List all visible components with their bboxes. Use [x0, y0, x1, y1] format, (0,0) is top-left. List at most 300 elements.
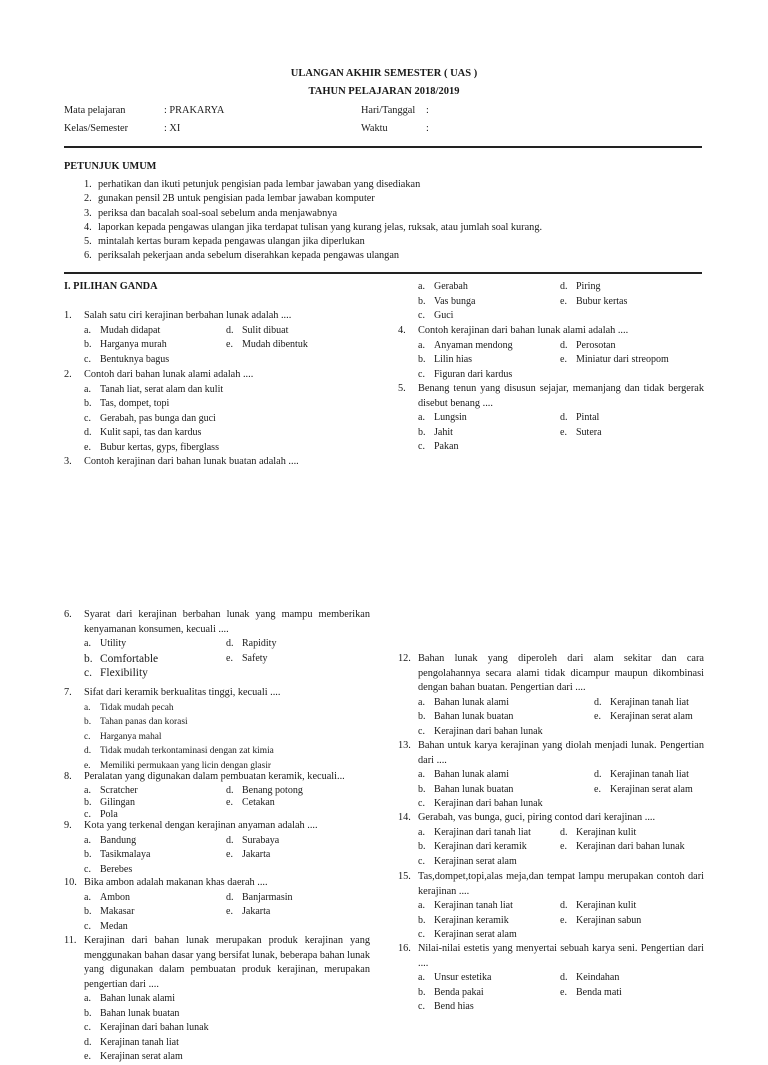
option-text: Jakarta	[242, 849, 271, 860]
option-text: Kerajinan sabun	[576, 914, 642, 926]
answer-option	[84, 920, 226, 935]
question-text: Bika ambon adalah makanan khas daerah ....	[84, 877, 268, 888]
answer-option	[594, 768, 704, 783]
option-text: Bentuknya bagus	[100, 353, 170, 365]
petunjuk-text: mintalah kertas buram kepada pengawas ulangan jika diperlukan	[98, 236, 365, 248]
question-8	[64, 770, 370, 821]
answer-option	[84, 785, 226, 797]
option-letter: b.	[84, 717, 92, 727]
question-stem	[398, 942, 704, 971]
answer-options	[84, 701, 370, 774]
question-text: Contoh kerajinan dari bahan lunak alami adalah ....	[418, 325, 629, 336]
petunjuk-text: perhatikan dan ikuti petunjuk pengisian pada lembar jawaban yang disediakan	[98, 179, 421, 190]
question-13	[398, 739, 704, 812]
option-letter: b.	[84, 796, 92, 808]
petunjuk-item	[84, 207, 542, 221]
question-1	[64, 309, 370, 367]
answer-options	[418, 339, 704, 383]
question-text: Tas,dompet,topi,alas meja,dan tempat lampu merupakan contoh dari kerajinan ....	[418, 871, 704, 897]
option-text: Jakarta	[242, 906, 271, 917]
divider	[64, 146, 702, 148]
option-letter: b.	[418, 986, 426, 998]
option-letter: e.	[594, 783, 601, 795]
option-text: Kerajinan serat alam	[434, 929, 517, 940]
option-letter: c.	[84, 731, 91, 742]
option-text: Bahan lunak buatan	[434, 711, 514, 722]
answer-option	[560, 339, 704, 354]
option-letter: a.	[84, 324, 91, 336]
petunjuk-item	[84, 235, 542, 249]
option-letter: c.	[418, 1001, 425, 1012]
answer-option	[418, 710, 594, 725]
answer-option	[418, 426, 560, 441]
answer-option	[418, 353, 560, 368]
option-text: Lungsin	[434, 412, 467, 423]
option-letter: a.	[418, 696, 425, 708]
option-text: Harganya mahal	[100, 731, 162, 742]
answer-option	[84, 426, 370, 441]
answer-option	[226, 834, 370, 849]
option-text: Harganya murah	[100, 339, 167, 350]
option-text: Sutera	[576, 426, 602, 438]
answer-option	[418, 986, 560, 1001]
option-text: Kerajinan tanah liat	[434, 900, 513, 911]
option-text: Kerajinan serat alam	[100, 1051, 183, 1062]
question-text: Contoh kerajinan dari bahan lunak buatan adalah ....	[84, 456, 299, 467]
question-number: 15.	[398, 871, 411, 882]
answer-option	[84, 715, 370, 730]
option-text: Kerajinan serat alam	[434, 855, 517, 867]
option-letter: b.	[84, 398, 92, 409]
answer-options	[84, 834, 370, 878]
answer-option	[84, 863, 226, 878]
answer-option	[84, 701, 370, 716]
question-stem	[64, 686, 370, 701]
option-text: Pakan	[434, 441, 459, 452]
answer-options	[84, 992, 370, 1065]
answer-option	[418, 368, 560, 383]
option-text: Kerajinan dari bahan lunak	[576, 841, 685, 852]
option-letter: d.	[84, 746, 92, 756]
question-stem	[398, 324, 704, 339]
section-title: I. PILIHAN GANDA	[64, 281, 158, 292]
option-text: Kerajinan dari bahan lunak	[434, 798, 543, 809]
answer-option	[84, 652, 226, 667]
option-letter: e.	[84, 1051, 91, 1062]
option-letter: a.	[418, 412, 425, 423]
petunjuk-item	[84, 249, 542, 263]
answer-options	[84, 785, 370, 821]
option-text: Unsur estetika	[434, 972, 492, 983]
petunjuk-text: periksalah pekerjaan anda sebelum diserahkan kepada pengawas ulangan	[98, 250, 400, 262]
question-number: 7.	[64, 687, 72, 698]
question-11	[64, 934, 370, 1065]
option-letter: e.	[226, 849, 233, 860]
answer-option	[418, 339, 560, 354]
option-text: Kerajinan serat alam	[610, 783, 693, 795]
question-4	[398, 324, 704, 382]
answer-option	[84, 353, 226, 368]
option-letter: c.	[418, 929, 425, 940]
answer-option	[418, 797, 594, 812]
option-letter: e.	[226, 796, 233, 808]
answer-option	[84, 992, 370, 1007]
option-letter: b.	[84, 652, 93, 665]
question-text: Kota yang terkenal dengan kerajinan anyaman adalah ....	[84, 820, 318, 831]
option-text: Kerajinan serat alam	[610, 711, 693, 722]
option-text: Kerajinan dari tanah liat	[434, 826, 531, 838]
answer-option	[418, 914, 560, 929]
option-letter: e.	[226, 906, 233, 917]
petunjuk-number: 6.	[84, 250, 92, 262]
question-stem	[398, 739, 704, 768]
option-letter: b.	[418, 426, 426, 438]
question-number: 1.	[64, 310, 72, 321]
option-text: Benang potong	[242, 784, 303, 796]
question-text: Peralatan yang digunakan dalam pembuatan keramik, kecuali...	[84, 771, 345, 782]
answer-options	[84, 324, 370, 368]
waktu-label: Waktu	[361, 123, 388, 134]
option-text: Bubur kertas, gyps, fiberglass	[100, 441, 219, 453]
option-text: Kerajinan dari keramik	[434, 841, 527, 852]
question-stem	[398, 870, 704, 899]
option-text: Kerajinan dari bahan lunak	[100, 1022, 209, 1033]
answer-option	[418, 309, 560, 324]
option-text: Comfortable	[100, 652, 159, 665]
answer-option	[84, 324, 226, 339]
question-text: Benang tenun yang disusun sejajar, memanjang dan tidak bergerak disebut benang ....	[418, 383, 704, 409]
answer-option	[84, 637, 226, 652]
answer-option	[560, 986, 704, 1001]
option-letter: a.	[84, 702, 91, 713]
option-text: Lilin hias	[434, 354, 473, 365]
option-text: Miniatur dari streopom	[576, 354, 669, 365]
question-15	[398, 870, 704, 943]
petunjuk-number: 4.	[84, 221, 92, 233]
answer-options	[418, 768, 704, 812]
option-letter: d.	[560, 339, 568, 351]
option-text: Memiliki permukaan yang licin dengan glasir	[100, 760, 272, 771]
question-text: Kerajinan dari bahan lunak merupakan produk kerajinan yang menggunakan bahan dasar yang bersifat lunak, beberapa bahan lunak yang digunakan dalam pembuatan produk kerajinan, merupakan pengertian dari ....	[84, 935, 370, 990]
option-letter: a.	[84, 638, 91, 649]
answer-options	[418, 411, 704, 455]
question-text: Salah satu ciri kerajinan berbahan lunak adalah ....	[84, 310, 292, 321]
question-5	[398, 382, 704, 455]
question-number: 11.	[64, 935, 77, 946]
answer-option	[226, 797, 370, 809]
question-14	[398, 811, 704, 869]
option-text: Utility	[100, 638, 127, 649]
option-letter: a.	[418, 900, 425, 911]
answer-option	[560, 899, 704, 914]
option-letter: e.	[84, 760, 91, 771]
question-text: Sifat dari keramik berkualitas tinggi, kecuali ....	[84, 687, 281, 698]
answer-option	[560, 411, 704, 426]
answer-option	[560, 826, 704, 841]
answer-option	[418, 280, 560, 295]
answer-option	[560, 840, 704, 855]
option-letter: e.	[594, 711, 601, 722]
petunjuk-text: gunakan pensil 2B untuk pengisian pada lembar jawaban komputer	[98, 193, 375, 205]
option-letter: d.	[226, 784, 234, 796]
answer-option	[226, 324, 370, 339]
option-letter: b.	[418, 783, 426, 795]
answer-options	[84, 637, 370, 681]
answer-option	[418, 826, 560, 841]
answer-option	[418, 1000, 560, 1015]
option-letter: c.	[418, 855, 425, 867]
question-number: 8.	[64, 771, 72, 782]
option-text: Anyaman mendong	[434, 339, 513, 351]
question-stem	[64, 876, 370, 891]
option-letter: e.	[560, 354, 567, 365]
option-text: Tas, dompet, topi	[100, 398, 170, 409]
option-letter: d.	[560, 900, 568, 911]
option-text: Surabaya	[242, 834, 280, 846]
option-text: Kerajinan dari bahan lunak	[434, 725, 543, 737]
petunjuk-number: 5.	[84, 236, 92, 248]
option-text: Kerajinan tanah liat	[610, 696, 689, 708]
option-text: Banjarmasin	[242, 891, 293, 903]
option-letter: e.	[560, 914, 567, 926]
option-letter: e.	[560, 841, 567, 852]
option-text: Cetakan	[242, 796, 275, 808]
question-stem	[398, 811, 704, 826]
answer-option	[226, 338, 370, 353]
answer-option	[560, 914, 704, 929]
option-letter: a.	[418, 339, 425, 351]
answer-option	[418, 971, 560, 986]
answer-option	[84, 1050, 370, 1065]
answer-options	[418, 971, 704, 1015]
answer-option	[84, 338, 226, 353]
option-text: Bahan lunak alami	[434, 696, 509, 708]
option-letter: a.	[84, 784, 91, 796]
question-stem	[64, 368, 370, 383]
answer-option	[418, 295, 560, 310]
answer-option	[226, 637, 370, 652]
option-text: Makasar	[100, 906, 135, 917]
option-letter: d.	[226, 891, 234, 903]
answer-option	[594, 696, 704, 711]
question-number: 3.	[64, 456, 72, 467]
question-text: Nilai-nilai estetis yang menyertai sebuah karya seni. Pengertian dari ....	[418, 943, 704, 969]
answer-option	[418, 725, 594, 740]
option-letter: d.	[84, 427, 92, 438]
answer-option	[560, 280, 627, 295]
petunjuk-number: 1.	[84, 179, 92, 190]
answer-option	[594, 710, 704, 725]
option-letter: b.	[84, 1007, 92, 1019]
question-text: Contoh dari bahan lunak alami adalah ....	[84, 369, 254, 380]
answer-option	[226, 891, 370, 906]
answer-option	[560, 353, 704, 368]
option-text: Gerabah, pas bunga dan guci	[100, 412, 216, 424]
option-letter: c.	[84, 808, 91, 820]
option-letter: d.	[226, 834, 234, 846]
option-letter: e.	[226, 339, 233, 350]
question-number: 13.	[398, 740, 411, 751]
question-number: 2.	[64, 369, 72, 380]
question-number: 12.	[398, 653, 411, 664]
question-stem	[64, 934, 370, 992]
option-letter: b.	[418, 914, 426, 926]
option-letter: c.	[84, 863, 91, 875]
option-letter: d.	[560, 281, 568, 292]
option-letter: c.	[418, 310, 425, 321]
hari-value: :	[426, 105, 429, 116]
answer-option	[226, 652, 370, 667]
question-number: 9.	[64, 820, 72, 831]
answer-option	[84, 1021, 370, 1036]
option-text: Kerajinan tanah liat	[100, 1036, 179, 1048]
option-text: Tidak mudah terkontaminasi dengan zat kimia	[100, 746, 274, 756]
option-text: Perosotan	[576, 339, 616, 351]
option-text: Rapidity	[242, 638, 277, 649]
option-text: Mudah dibentuk	[242, 339, 308, 350]
option-letter: b.	[84, 339, 92, 350]
option-letter: c.	[84, 353, 91, 365]
option-text: Gilingan	[100, 796, 135, 808]
hari-label: Hari/Tanggal	[361, 105, 416, 116]
petunjuk-text: periksa dan bacalah soal-soal sebelum anda menjawabnya	[98, 207, 338, 219]
option-text: Benda mati	[576, 986, 622, 998]
option-text: Jahit	[434, 426, 453, 438]
option-letter: d.	[594, 769, 602, 780]
option-letter: c.	[84, 412, 91, 424]
option-letter: c.	[418, 798, 425, 809]
option-letter: a.	[84, 993, 91, 1004]
question-number: 6.	[64, 609, 72, 620]
question-number: 14.	[398, 812, 411, 823]
answer-option	[226, 785, 370, 797]
option-text: Kerajinan kulit	[576, 900, 637, 911]
option-letter: d.	[226, 324, 234, 336]
option-letter: e.	[560, 986, 567, 998]
answer-option	[560, 295, 627, 310]
option-text: Piring	[576, 281, 601, 292]
question-stem	[64, 309, 370, 324]
option-letter: b.	[84, 906, 92, 917]
option-letter: c.	[84, 667, 92, 679]
option-letter: b.	[418, 711, 426, 722]
waktu-value: :	[426, 123, 429, 134]
question-text: Gerabah, vas bunga, guci, piring contod dari kerajinan ....	[418, 812, 656, 823]
answer-options	[418, 826, 704, 870]
option-letter: d.	[226, 638, 234, 649]
answer-option	[84, 905, 226, 920]
option-text: Bubur kertas	[576, 295, 628, 307]
option-text: Keindahan	[576, 972, 620, 983]
option-text: Medan	[100, 920, 128, 932]
option-text: Tanah liat, serat alam dan kulit	[100, 383, 224, 395]
option-letter: a.	[418, 972, 425, 983]
option-letter: d.	[560, 412, 568, 423]
question-6	[64, 608, 370, 681]
answer-option	[84, 834, 226, 849]
option-letter: e.	[226, 652, 233, 664]
option-letter: d.	[560, 826, 568, 838]
answer-option	[560, 971, 704, 986]
petunjuk-item	[84, 221, 542, 235]
option-text: Bend hias	[434, 1001, 474, 1012]
question-number: 10.	[64, 877, 77, 888]
answer-option	[418, 411, 560, 426]
option-letter: b.	[418, 295, 426, 307]
option-text: Benda pakai	[434, 986, 484, 998]
answer-option	[418, 768, 594, 783]
option-text: Gerabah	[434, 281, 468, 292]
kelas-label: Kelas/Semester	[64, 123, 129, 134]
answer-options	[418, 899, 704, 943]
divider	[64, 272, 702, 274]
option-letter: c.	[84, 920, 91, 932]
question-12	[398, 652, 704, 739]
option-text: Bahan lunak alami	[434, 769, 509, 780]
exam-title: ULANGAN AKHIR SEMESTER ( UAS )	[290, 68, 478, 79]
answer-option	[594, 783, 704, 798]
answer-option	[84, 891, 226, 906]
option-text: Kerajinan tanah liat	[610, 769, 689, 780]
question-9	[64, 819, 370, 877]
mapel-label: Mata pelajaran	[64, 105, 126, 116]
option-letter: a.	[84, 891, 91, 903]
petunjuk-item	[84, 192, 542, 206]
option-text: Bahan lunak alami	[100, 993, 175, 1004]
option-text: Tidak mudah pecah	[100, 702, 174, 713]
answer-option	[418, 855, 560, 870]
kelas-value: : XI	[164, 123, 181, 134]
option-letter: d.	[560, 972, 568, 983]
answer-option	[84, 797, 226, 809]
question-text: Bahan lunak yang diperoleh dari alam sekitar dan cara pengolahannya secara alami tidak dicampur maupun dikombinasi dengan bahan buatan. Pengertian dari ....	[418, 653, 704, 693]
question-text: Syarat dari kerajinan berbahan lunak yang mampu memberikan kenyamanan konsumen, kecuali ....	[84, 609, 370, 635]
answer-option	[418, 696, 594, 711]
answer-option	[418, 840, 560, 855]
answer-option	[84, 383, 370, 398]
question-7	[64, 686, 370, 773]
option-letter: a.	[84, 834, 91, 846]
question-stem	[64, 455, 370, 470]
answer-option	[418, 440, 560, 455]
option-text: Scratcher	[100, 784, 138, 796]
option-text: Ambon	[100, 891, 130, 903]
petunjuk-item	[84, 178, 542, 192]
option-text: Safety	[242, 652, 268, 664]
answer-option	[560, 426, 704, 441]
option-letter: c.	[84, 1022, 91, 1033]
answer-option	[84, 441, 370, 456]
answer-options	[84, 383, 370, 456]
option-letter: a.	[418, 281, 425, 292]
option-text: Kulit sapi, tas dan kardus	[100, 427, 202, 438]
question-stem	[64, 608, 370, 637]
option-text: Kerajinan kulit	[576, 826, 637, 838]
exam-year: TAHUN PELAJARAN 2018/2019	[308, 86, 460, 97]
option-letter: e.	[84, 441, 91, 453]
petunjuk-number: 2.	[84, 193, 92, 205]
option-letter: c.	[418, 441, 425, 452]
answer-options	[418, 696, 704, 740]
question-16	[398, 942, 704, 1015]
question-10	[64, 876, 370, 934]
answer-option	[84, 666, 226, 681]
option-text: Bahan lunak buatan	[434, 783, 514, 795]
answer-option	[84, 744, 370, 759]
petunjuk-list	[84, 178, 542, 264]
option-letter: b.	[84, 849, 92, 860]
option-text: Pola	[100, 808, 118, 820]
